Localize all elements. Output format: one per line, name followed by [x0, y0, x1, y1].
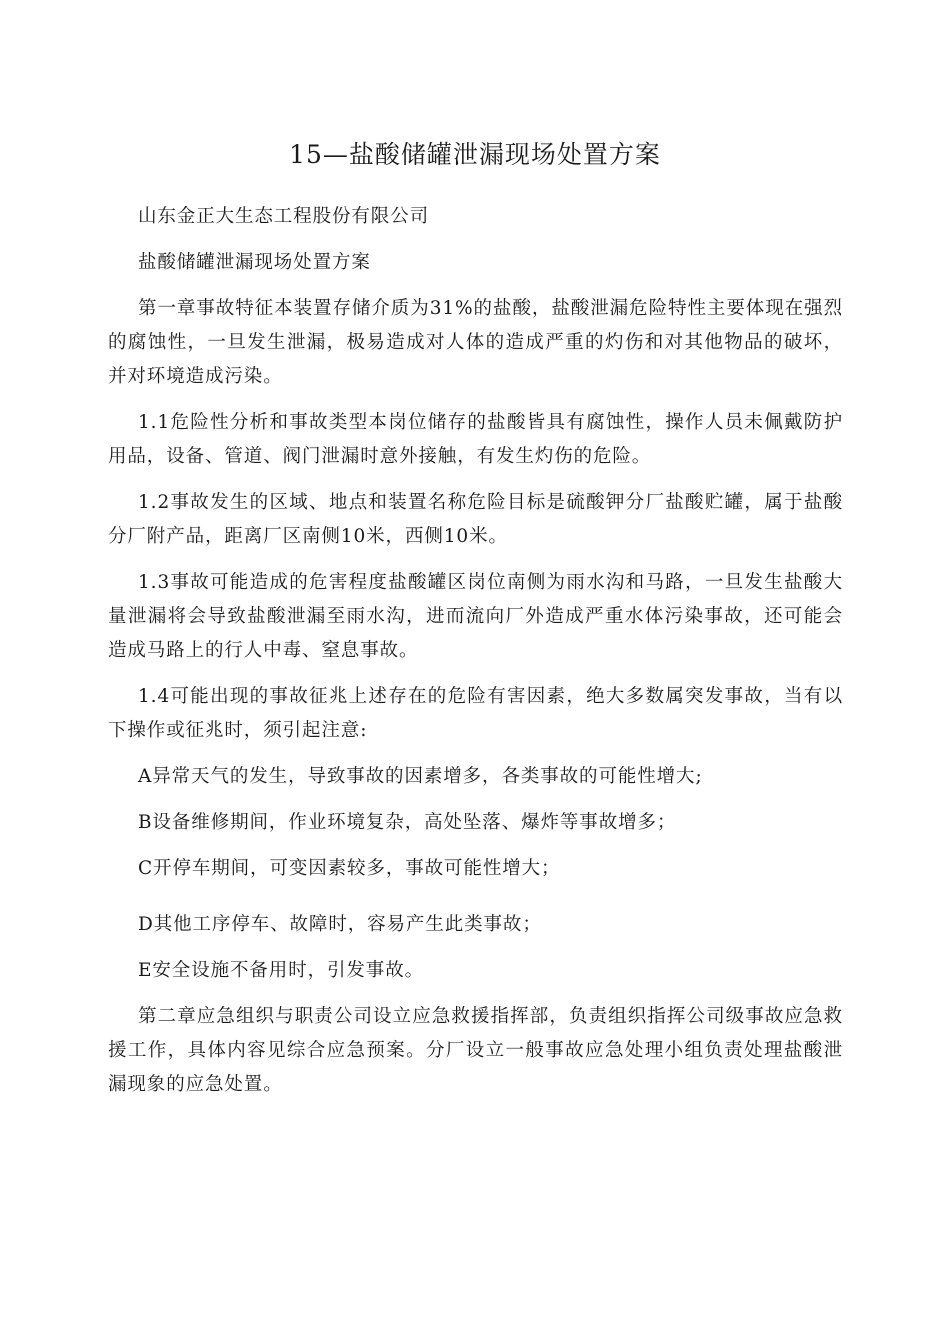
document-title: 15—盐酸储罐泄漏现场处置方案 [289, 140, 661, 169]
paragraph-section-1-4: 1.4可能出现的事故征兆上述存在的危险有害因素，绝大多数属突发事故，当有以下操作或征兆时，须引起注意: [108, 686, 843, 741]
list-item-b: B设备维修期间，作业环境复杂，高处坠落、爆炸等事故增多； [138, 812, 677, 833]
list-item-c: C开停车期间，可变因素较多，事故可能性增大； [138, 858, 561, 879]
paragraph-chapter-2: 第二章应急组织与职责公司设立应急救援指挥部，负责组织指挥公司级事故应急救援工作，具体内容见综合应急预案。分厂设立一般事故应急处理小组负责处理盐酸泄漏现象的应急处置。 [108, 1006, 843, 1095]
paragraph-section-1-1: 1.1危险性分析和事故类型本岗位储存的盐酸皆具有腐蚀性，操作人员未佩戴防护用品，设备、管道、阀门泄漏时意外接触，有发生灼伤的危险。 [108, 412, 843, 467]
document-subtitle: 盐酸储罐泄漏现场处置方案 [138, 252, 371, 273]
list-item-a: A异常天气的发生，导致事故的因素增多，各类事故的可能性增大; [138, 766, 703, 787]
list-item-e: E安全设施不备用时，引发事故。 [138, 960, 425, 981]
paragraph-chapter-1: 第一章事故特征本装置存储介质为31%的盐酸，盐酸泄漏危险特性主要体现在强烈的腐蚀性，一旦发生泄漏，极易造成对人体的造成严重的灼伤和对其他物品的破坏，并对环境造成污染。 [108, 298, 843, 387]
list-item-d: D其他工序停车、故障时，容易产生此类事故； [138, 914, 542, 935]
company-name: 山东金正大生态工程股份有限公司 [138, 206, 430, 227]
document-body [108, 200, 843, 1114]
paragraph-section-1-3: 1.3事故可能造成的危害程度盐酸罐区岗位南侧为雨水沟和马路，一旦发生盐酸大量泄漏将会导致盐酸泄漏至雨水沟，进而流向厂外造成严重水体污染事故，还可能会造成马路上的行人中毒、窒息事故。 [108, 572, 843, 661]
paragraph-section-1-2: 1.2事故发生的区域、地点和装置名称危险目标是硫酸钾分厂盐酸贮罐，属于盐酸分厂附产品，距离厂区南侧10米，西侧10米。 [108, 492, 843, 547]
